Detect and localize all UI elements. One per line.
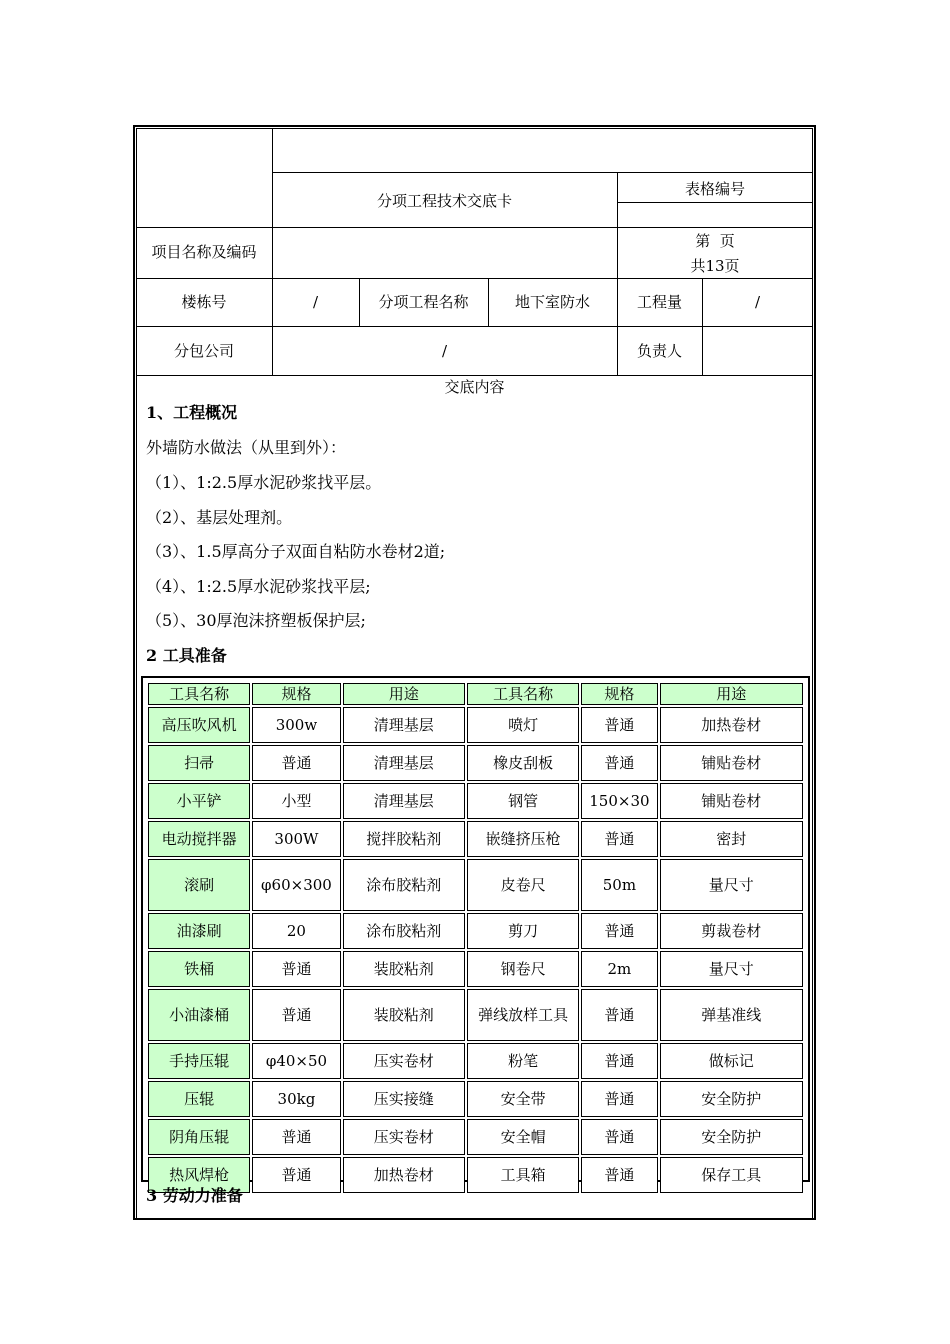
list-item: （4）、1:2.5厚水泥砂浆找平层; xyxy=(146,577,371,596)
grid-line xyxy=(617,202,813,203)
grid-line xyxy=(136,326,813,327)
grid-line xyxy=(136,278,813,279)
table-cell: 300W xyxy=(252,821,340,857)
table-cell: 加热卷材 xyxy=(343,1157,465,1193)
table-row xyxy=(148,951,803,987)
table-row xyxy=(148,745,803,781)
table-cell: 普通 xyxy=(581,913,657,949)
table-cell: 普通 xyxy=(252,951,340,987)
table-cell: 铺贴卷材 xyxy=(660,745,803,781)
table-cell: φ60×300 xyxy=(252,859,340,911)
table-cell: 工具箱 xyxy=(467,1157,579,1193)
table-cell: 普通 xyxy=(581,989,657,1041)
table-cell: 铁桶 xyxy=(148,951,250,987)
table-cell: 普通 xyxy=(252,1157,340,1193)
list-item: （2）、基层处理剂。 xyxy=(146,508,293,527)
table-row xyxy=(148,1119,803,1155)
header-cell: 用途 xyxy=(660,683,803,705)
table-cell: 涂布胶粘剂 xyxy=(343,859,465,911)
table-cell: 弹基准线 xyxy=(660,989,803,1041)
subitem-value: 地下室防水 xyxy=(514,293,590,311)
table-cell: 150×30 xyxy=(581,783,657,819)
building-label: 楼栋号 xyxy=(181,293,227,311)
grid-line xyxy=(272,172,813,173)
table-cell: 普通 xyxy=(581,1081,657,1117)
table-cell: 普通 xyxy=(581,821,657,857)
subcontractor-label: 分包公司 xyxy=(173,342,234,360)
table-cell: 橡皮刮板 xyxy=(467,745,579,781)
quantity-label: 工程量 xyxy=(636,293,682,311)
table-cell: 2m xyxy=(581,951,657,987)
table-header-row xyxy=(148,683,803,705)
table-row xyxy=(148,1081,803,1117)
table-cell: 普通 xyxy=(581,745,657,781)
list-item: （3）、1.5厚高分子双面自粘防水卷材2道; xyxy=(146,542,446,561)
grid-line xyxy=(136,1218,813,1219)
table-cell: 普通 xyxy=(581,707,657,743)
heading-labor: 3 劳动力准备 xyxy=(146,1186,243,1205)
heading-tools: 2 工具准备 xyxy=(146,646,227,665)
intro-text: 外墙防水做法（从里到外）： xyxy=(146,438,347,457)
table-cell: 小油漆桶 xyxy=(148,989,250,1041)
card-title: 分项工程技术交底卡 xyxy=(376,192,512,210)
list-item: （1）、1:2.5厚水泥砂浆找平层。 xyxy=(146,473,382,492)
table-cell: 普通 xyxy=(581,1157,657,1193)
table-row xyxy=(148,707,803,743)
table-cell: 压实卷材 xyxy=(343,1119,465,1155)
table-cell: 喷灯 xyxy=(467,707,579,743)
table-cell: 涂布胶粘剂 xyxy=(343,913,465,949)
table-cell: 压实接缝 xyxy=(343,1081,465,1117)
table-cell: 安全帽 xyxy=(467,1119,579,1155)
quantity-value: / xyxy=(754,293,761,311)
table-row xyxy=(148,913,803,949)
table-cell: 小平铲 xyxy=(148,783,250,819)
table-row xyxy=(148,1157,803,1193)
grid-line xyxy=(272,128,273,375)
table-cell: 保存工具 xyxy=(660,1157,803,1193)
tools-table xyxy=(141,676,810,1182)
table-cell: 量尺寸 xyxy=(660,859,803,911)
responsible-label: 负责人 xyxy=(636,342,682,360)
table-cell: 装胶粘剂 xyxy=(343,989,465,1041)
heading-overview: 1、工程概况 xyxy=(146,403,238,422)
table-cell: 安全带 xyxy=(467,1081,579,1117)
table-cell: 嵌缝挤压枪 xyxy=(467,821,579,857)
table-cell: 做标记 xyxy=(660,1043,803,1079)
table-cell: 压辊 xyxy=(148,1081,250,1117)
table-cell: 普通 xyxy=(581,1119,657,1155)
table-cell: 装胶粘剂 xyxy=(343,951,465,987)
table-row xyxy=(148,821,803,857)
table-cell: 压实卷材 xyxy=(343,1043,465,1079)
table-cell: 20 xyxy=(252,913,340,949)
table-cell: 量尺寸 xyxy=(660,951,803,987)
table-cell: 密封 xyxy=(660,821,803,857)
table-cell: 清理基层 xyxy=(343,745,465,781)
table-cell: 钢管 xyxy=(467,783,579,819)
table-cell: 油漆刷 xyxy=(148,913,250,949)
table-cell: 手持压辊 xyxy=(148,1043,250,1079)
section-title: 交底内容 xyxy=(444,378,505,396)
table-cell: 小型 xyxy=(252,783,340,819)
table-cell: 300w xyxy=(252,707,340,743)
table-cell: 安全防护 xyxy=(660,1081,803,1117)
table-cell: 普通 xyxy=(581,1043,657,1079)
table-cell: 50m xyxy=(581,859,657,911)
table-cell: 普通 xyxy=(252,745,340,781)
page-number: 第 页 xyxy=(695,232,735,250)
table-cell: 钢卷尺 xyxy=(467,951,579,987)
grid-line xyxy=(136,375,813,376)
table-cell: 30kg xyxy=(252,1081,340,1117)
grid-line xyxy=(136,227,813,228)
table-cell: 搅拌胶粘剂 xyxy=(343,821,465,857)
table-cell: 剪刀 xyxy=(467,913,579,949)
table-cell: 安全防护 xyxy=(660,1119,803,1155)
table-cell: 电动搅拌器 xyxy=(148,821,250,857)
table-cell: 滚刷 xyxy=(148,859,250,911)
header-cell: 规格 xyxy=(581,683,657,705)
building-value: / xyxy=(312,293,319,311)
table-row xyxy=(148,1043,803,1079)
table-cell: 扫帚 xyxy=(148,745,250,781)
header-cell: 工具名称 xyxy=(148,683,250,705)
table-cell: 普通 xyxy=(252,1119,340,1155)
table-cell: 普通 xyxy=(252,989,340,1041)
table-cell: 弹线放样工具 xyxy=(467,989,579,1041)
table-cell: 热风焊枪 xyxy=(148,1157,250,1193)
table-cell: 粉笔 xyxy=(467,1043,579,1079)
table-cell: 清理基层 xyxy=(343,707,465,743)
subitem-label: 分项工程名称 xyxy=(378,293,469,311)
table-row xyxy=(148,859,803,911)
table-cell: 高压吹风机 xyxy=(148,707,250,743)
subcontractor-value: / xyxy=(441,342,448,360)
list-item: （5）、30厚泡沫挤塑板保护层; xyxy=(146,611,366,630)
table-cell: 加热卷材 xyxy=(660,707,803,743)
table-row xyxy=(148,989,803,1041)
header-cell: 规格 xyxy=(252,683,340,705)
form-no-label: 表格编号 xyxy=(684,180,745,198)
table-cell: 阴角压辊 xyxy=(148,1119,250,1155)
table-cell: 皮卷尺 xyxy=(467,859,579,911)
table-cell: φ40×50 xyxy=(252,1043,340,1079)
table-cell: 铺贴卷材 xyxy=(660,783,803,819)
header-cell: 工具名称 xyxy=(467,683,579,705)
table-row xyxy=(148,783,803,819)
table-cell: 清理基层 xyxy=(343,783,465,819)
project-label: 项目名称及编码 xyxy=(151,243,257,261)
page-total: 共13页 xyxy=(690,257,740,275)
header-cell: 用途 xyxy=(343,683,465,705)
table-cell: 剪裁卷材 xyxy=(660,913,803,949)
